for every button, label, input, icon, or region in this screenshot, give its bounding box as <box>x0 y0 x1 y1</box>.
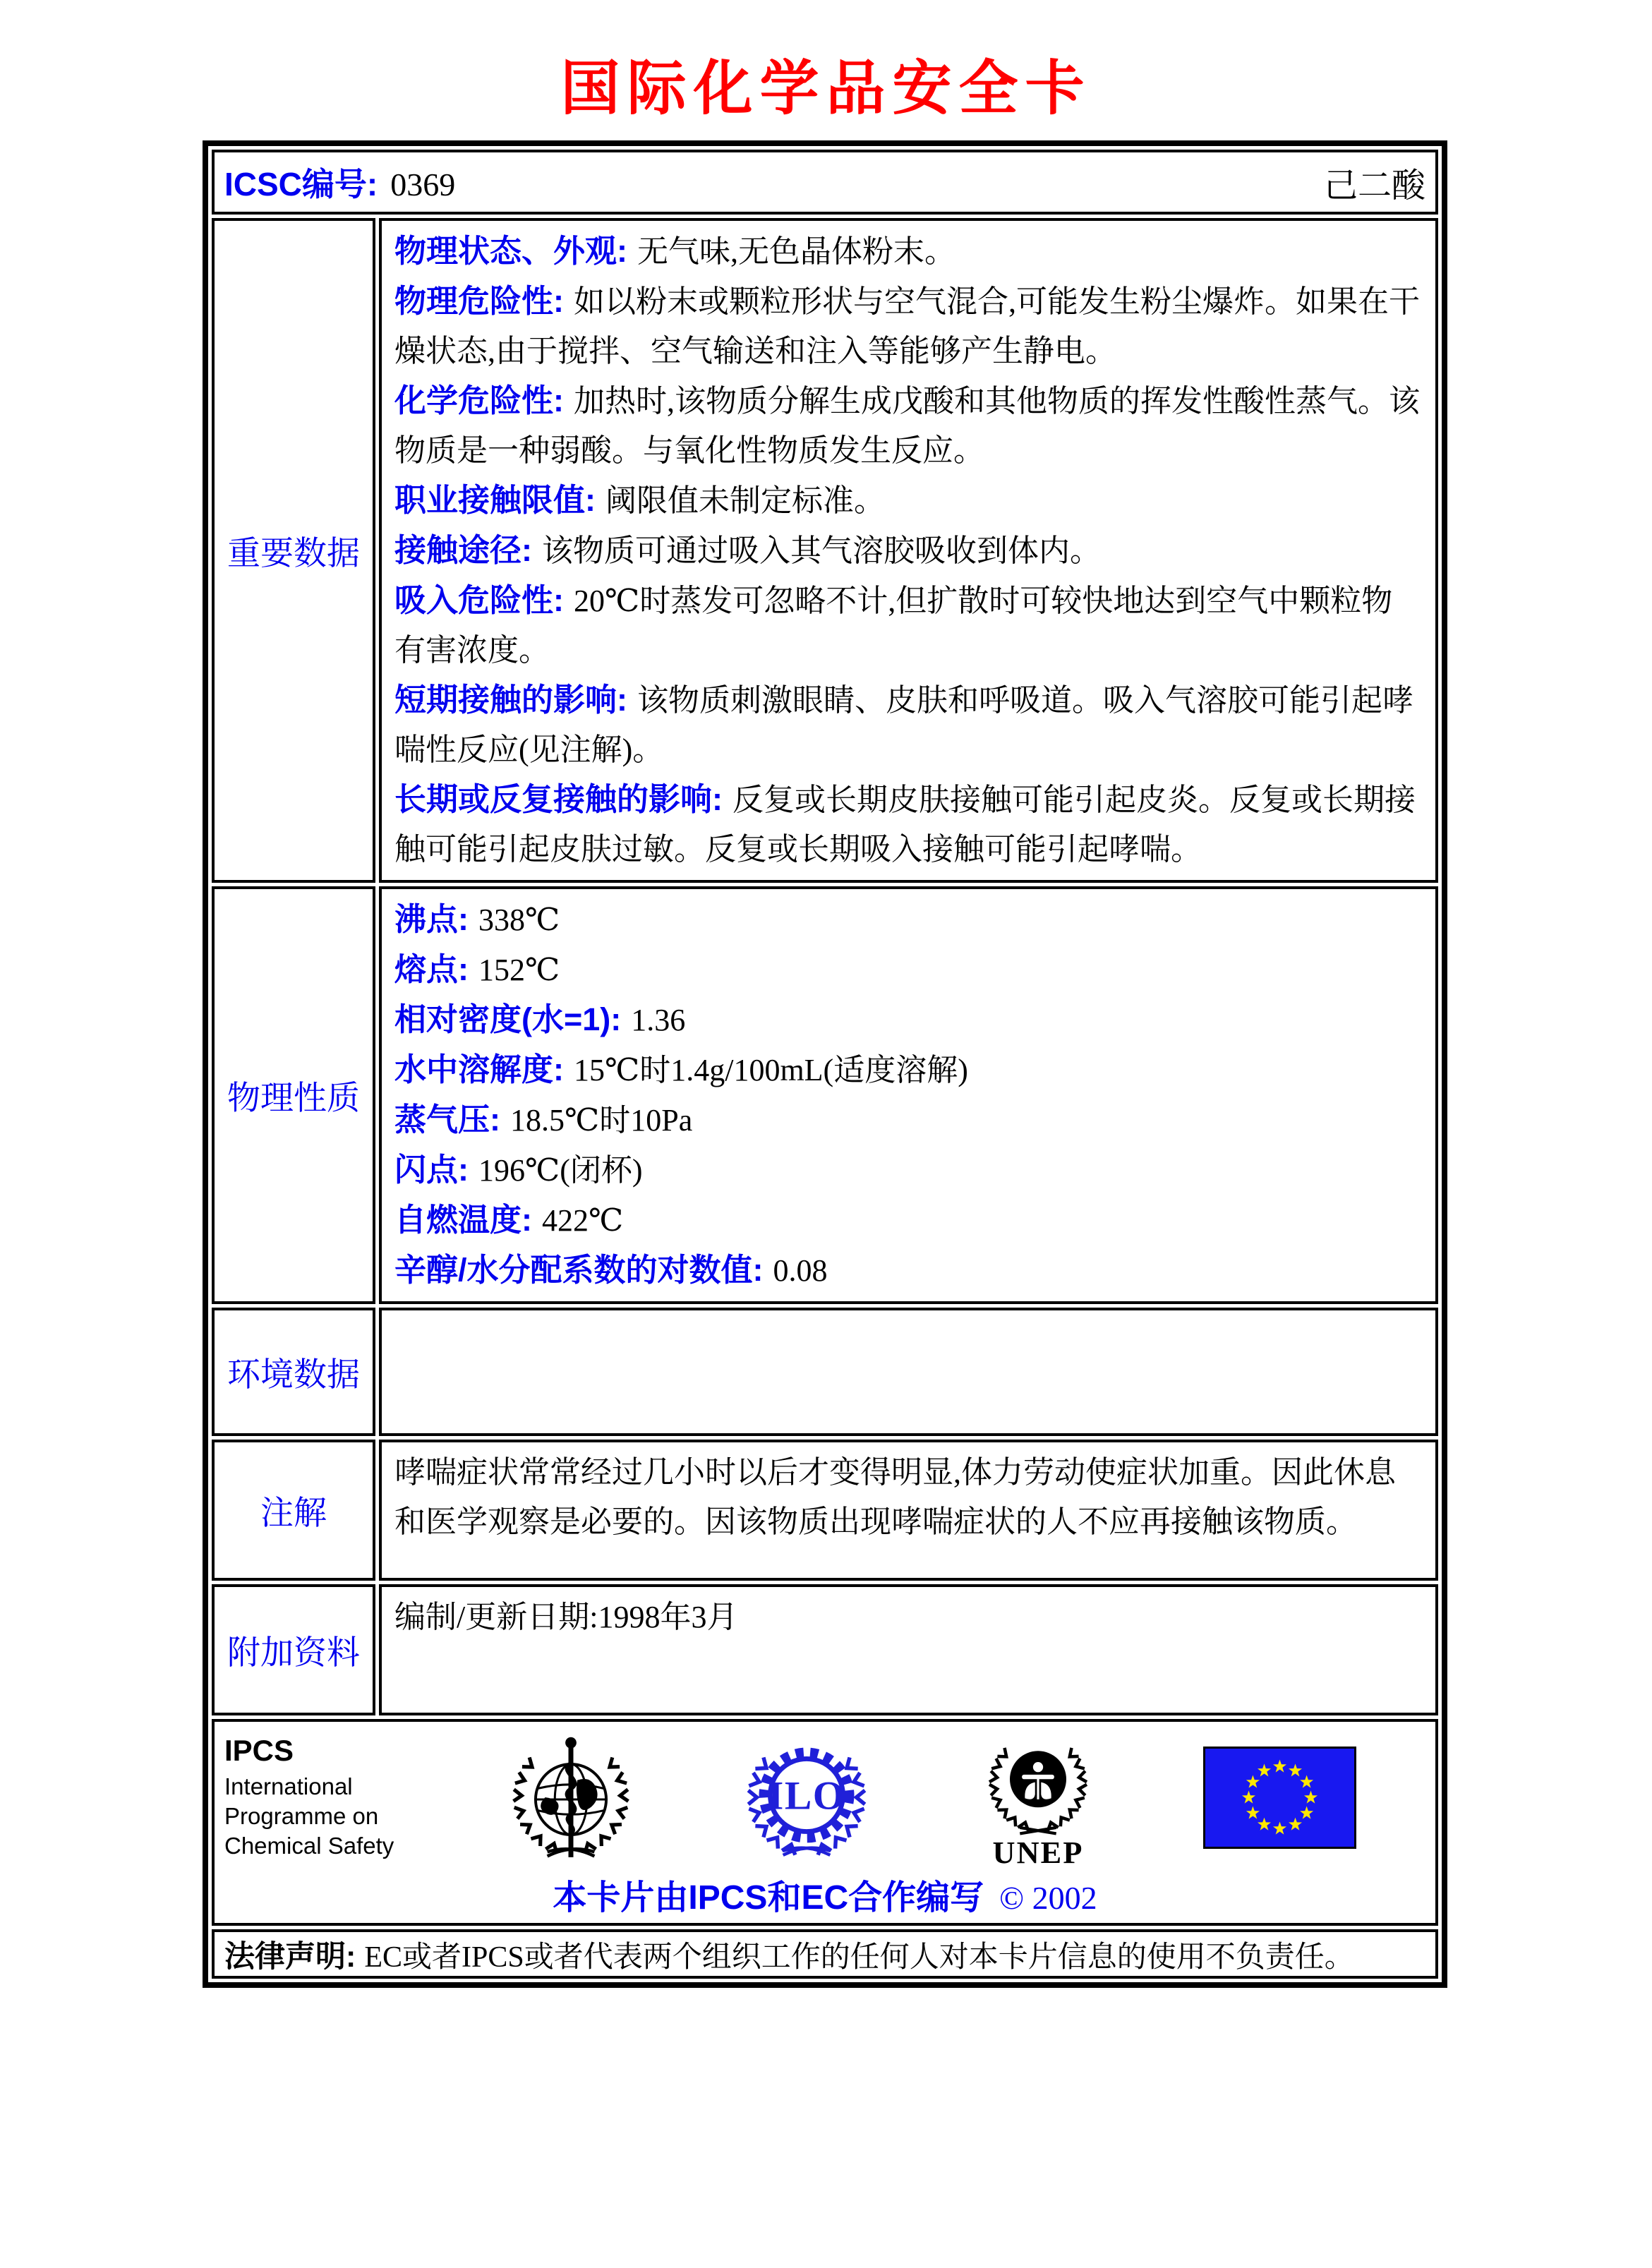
unep-logo-icon <box>977 1727 1099 1868</box>
copyright-text: © 2002 <box>999 1880 1097 1916</box>
data-item: 长期或反复接触的影响: 反复或长期皮肤接触可能引起皮炎。反复或长期接触可能引起皮肤过敏。反复或长期吸入接触可能引起哮喘。 <box>394 781 1416 867</box>
data-item: 物理状态、外观: 无气味,无色晶体粉末。 <box>394 233 955 269</box>
section-content-additional-info: 编制/更新日期:1998年3月 <box>379 1584 1438 1715</box>
unep-letters: UNEP <box>992 1835 1084 1868</box>
icsc-header-row <box>212 150 1438 215</box>
section-content-environmental-data <box>379 1308 1438 1436</box>
legal-notice-row <box>212 1929 1438 1979</box>
data-item: 职业接触限值: 阈限值未制定标准。 <box>394 482 885 518</box>
eu-flag-icon <box>1203 1747 1356 1849</box>
ipcs-text-block: IPCS International Programme on Chemical Safety <box>224 1734 402 1861</box>
legal-label: 法律声明: <box>224 1939 356 1974</box>
section-content-notes: 哮喘症状常常经过几小时以后才变得明显,体力劳动使症状加重。因此休息和医学观察是必要的。因该物质出现哮喘症状的人不应再接触该物质。 <box>379 1440 1438 1581</box>
credit-text: 本卡片由IPCS和EC合作编写 <box>553 1879 984 1917</box>
property-line: 自燃温度: 422℃ <box>394 1202 624 1238</box>
ilo-letters: ILO <box>767 1773 845 1818</box>
property-line: 辛醇/水分配系数的对数值: 0.08 <box>394 1252 828 1288</box>
icsc-number-group <box>224 159 455 205</box>
property-line: 相对密度(水=1): 1.36 <box>394 1001 686 1037</box>
property-line: 水中溶解度: 15℃时1.4g/100mL(适度溶解) <box>394 1051 968 1087</box>
icsc-number-value: 0369 <box>390 167 456 203</box>
data-item: 化学危险性: 加热时,该物质分解生成戊酸和其他物质的挥发性酸性蒸气。该物质是一种弱酸。与氧化性物质发生反应。 <box>394 382 1420 468</box>
property-line: 熔点: 152℃ <box>394 951 560 987</box>
icsc-table <box>203 140 1447 1988</box>
property-line: 沸点: 338℃ <box>394 901 560 937</box>
section-label-additional-info: 附加资料 <box>212 1584 375 1715</box>
data-item: 接触途径: 该物质可通过吸入其气溶胶吸收到体内。 <box>394 532 1101 568</box>
section-content-physical-properties <box>379 886 1438 1304</box>
data-item: 吸入危险性: 20℃时蒸发可忽略不计,但扩散时可较快地达到空气中颗粒物有害浓度。 <box>394 582 1393 668</box>
section-label-notes: 注解 <box>212 1440 375 1581</box>
credit-line <box>215 1870 1435 1919</box>
data-item: 短期接触的影响: 该物质刺激眼睛、皮肤和呼吸道。吸入气溶胶可能引起哮喘性反应(见注解)。 <box>394 682 1413 767</box>
section-content-important-data <box>379 218 1438 883</box>
chemical-name: 己二酸 <box>1323 167 1425 205</box>
section-label-environmental-data: 环境数据 <box>212 1308 375 1436</box>
icsc-number-label: ICSC编号: <box>224 166 378 203</box>
data-item: 物理危险性: 如以粉末或颗粒形状与空气混合,可能发生粉尘爆炸。如果在干燥状态,由于搅拌、空气输送和注入等能够产生静电。 <box>394 283 1420 368</box>
who-logo-icon <box>507 1733 635 1862</box>
page-title: 国际化学品安全卡 <box>560 56 1092 122</box>
section-label-physical-properties: 物理性质 <box>212 886 375 1304</box>
legal-text: EC或者IPCS或者代表两个组织工作的任何人对本卡片信息的使用不负责任。 <box>364 1941 1354 1974</box>
property-line: 蒸气压: 18.5℃时10Pa <box>394 1102 693 1138</box>
section-label-important-data: 重要数据 <box>212 218 375 883</box>
ipcs-title: IPCS <box>224 1734 294 1767</box>
logos-row <box>212 1719 1438 1926</box>
ilo-logo-icon <box>740 1733 873 1862</box>
property-line: 闪点: 196℃(闭杯) <box>394 1152 643 1188</box>
